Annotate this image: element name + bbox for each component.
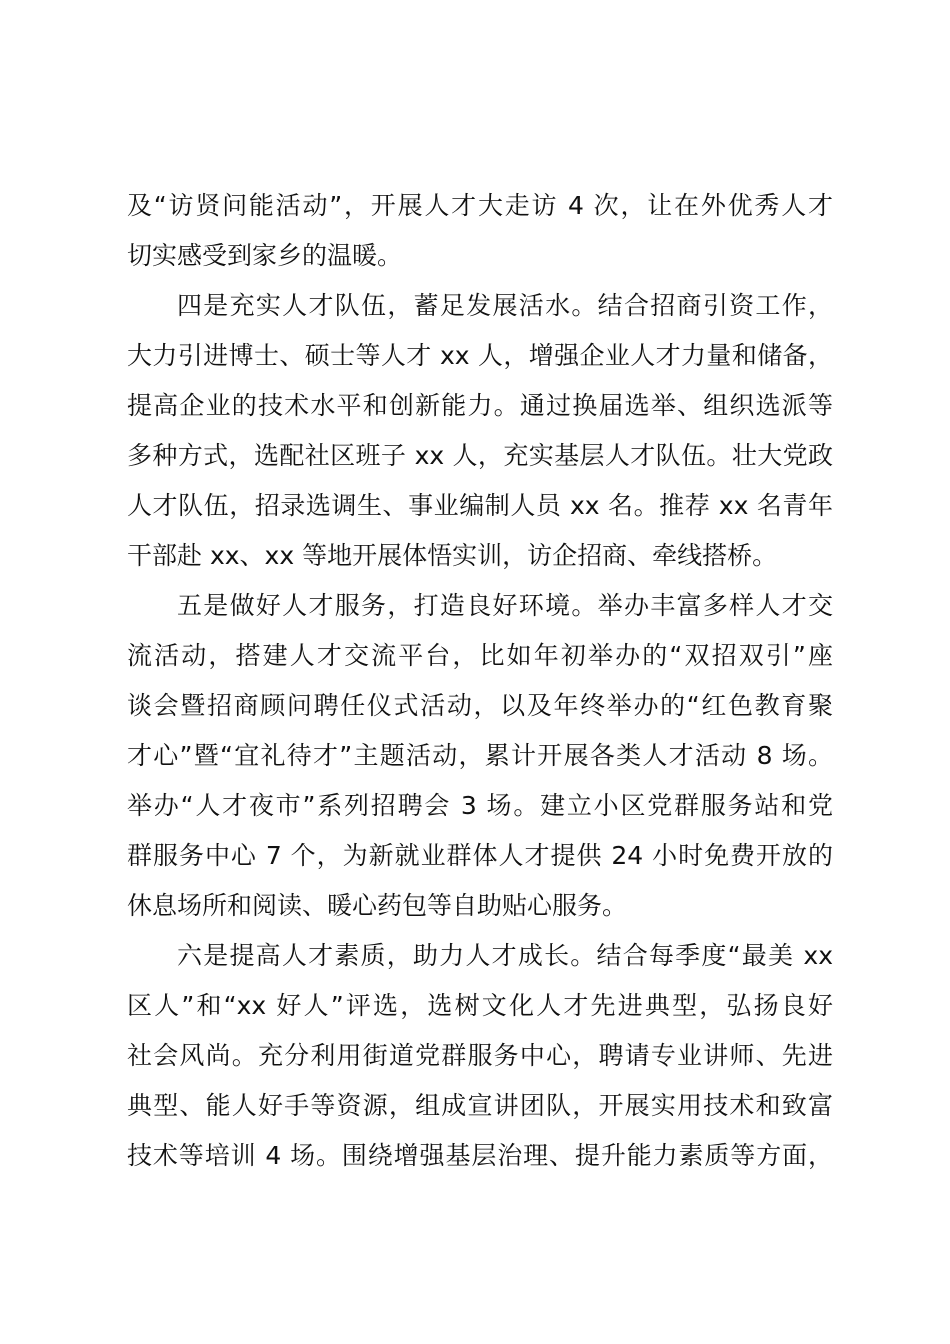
text-line: 举办“人才夜市”系列招聘会 3 场。建立小区党群服务站和党 [127, 791, 833, 820]
text-line: 及“访贤问能活动”，开展人才大走访 4 次，让在外优秀人才 [127, 191, 833, 220]
text-line: 典型、能人好手等资源，组成宣讲团队，开展实用技术和致富 [127, 1091, 833, 1120]
text-line: 切实感受到家乡的温暖。 [127, 241, 403, 270]
text-line: 休息场所和阅读、暖心药包等自助贴心服务。 [127, 891, 628, 920]
text-line: 大力引进博士、硕士等人才 xx 人，增强企业人才力量和储备， [127, 341, 833, 370]
text-line: 流活动，搭建人才交流平台，比如年初举办的“双招双引”座 [127, 641, 833, 670]
text-line: 干部赴 xx、xx 等地开展体悟实训，访企招商、牵线搭桥。 [127, 541, 778, 570]
text-line: 谈会暨招商顾问聘任仪式活动，以及年终举办的“红色教育聚 [127, 691, 833, 720]
text-line: 群服务中心 7 个，为新就业群体人才提供 24 小时免费开放的 [127, 841, 833, 870]
text-line: 五是做好人才服务，打造良好环境。举办丰富多样人才交 [177, 591, 833, 620]
text-line: 四是充实人才队伍，蓄足发展活水。结合招商引资工作， [177, 291, 833, 320]
text-line: 社会风尚。充分利用街道党群服务中心，聘请专业讲师、先进 [127, 1041, 833, 1070]
body-text [127, 181, 833, 1181]
text-line: 才心”暨“宜礼待才”主题活动，累计开展各类人才活动 8 场。 [127, 741, 833, 770]
text-line: 提高企业的技术水平和创新能力。通过换届选举、组织选派等 [127, 391, 833, 420]
text-line: 人才队伍，招录选调生、事业编制人员 xx 名。推荐 xx 名青年 [127, 491, 833, 520]
text-line: 区人”和“xx 好人”评选，选树文化人才先进典型，弘扬良好 [127, 991, 833, 1020]
text-line: 技术等培训 4 场。围绕增强基层治理、提升能力素质等方面， [127, 1141, 833, 1170]
text-line: 多种方式，选配社区班子 xx 人，充实基层人才队伍。壮大党政 [127, 441, 833, 470]
text-line: 六是提高人才素质，助力人才成长。结合每季度“最美 xx [177, 941, 833, 970]
